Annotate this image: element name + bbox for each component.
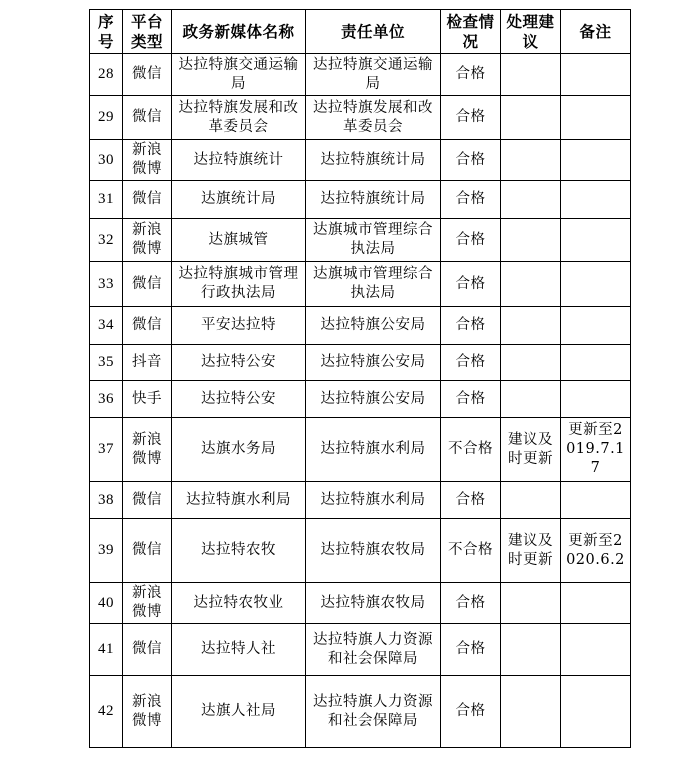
cell-seq: 40 bbox=[90, 583, 123, 624]
cell-unit: 达旗城市管理综合执法局 bbox=[306, 262, 441, 307]
cell-seq: 29 bbox=[90, 96, 123, 140]
cell-seq: 35 bbox=[90, 345, 123, 381]
cell-unit: 达拉特旗水利局 bbox=[306, 482, 441, 519]
cell-seq: 33 bbox=[90, 262, 123, 307]
cell-platform: 新浪微博 bbox=[123, 140, 172, 181]
cell-remark bbox=[561, 181, 631, 219]
cell-unit: 达拉特旗公安局 bbox=[306, 307, 441, 345]
cell-media-name: 达拉特公安 bbox=[172, 381, 306, 418]
cell-result: 合格 bbox=[441, 624, 501, 676]
cell-remark bbox=[561, 583, 631, 624]
table-row bbox=[90, 519, 631, 583]
cell-platform: 新浪微博 bbox=[123, 676, 172, 748]
cell-unit: 达拉特旗发展和改革委员会 bbox=[306, 96, 441, 140]
header-suggestion: 处理建议 bbox=[501, 10, 561, 54]
cell-suggestion bbox=[501, 219, 561, 262]
cell-result: 合格 bbox=[441, 262, 501, 307]
cell-media-name: 达旗水务局 bbox=[172, 418, 306, 482]
cell-platform: 微信 bbox=[123, 624, 172, 676]
table-row bbox=[90, 482, 631, 519]
cell-suggestion bbox=[501, 181, 561, 219]
cell-suggestion: 建议及时更新 bbox=[501, 519, 561, 583]
cell-suggestion bbox=[501, 676, 561, 748]
cell-remark bbox=[561, 624, 631, 676]
table-row bbox=[90, 181, 631, 219]
cell-suggestion bbox=[501, 345, 561, 381]
cell-media-name: 达旗统计局 bbox=[172, 181, 306, 219]
cell-remark bbox=[561, 676, 631, 748]
cell-result: 合格 bbox=[441, 583, 501, 624]
cell-platform: 新浪微博 bbox=[123, 418, 172, 482]
cell-platform: 新浪微博 bbox=[123, 583, 172, 624]
cell-suggestion bbox=[501, 583, 561, 624]
cell-suggestion bbox=[501, 54, 561, 96]
cell-suggestion bbox=[501, 262, 561, 307]
cell-result: 合格 bbox=[441, 482, 501, 519]
cell-remark: 更新至2020.6.2 bbox=[561, 519, 631, 583]
cell-result: 合格 bbox=[441, 54, 501, 96]
cell-media-name: 平安达拉特 bbox=[172, 307, 306, 345]
header-result: 检查情况 bbox=[441, 10, 501, 54]
cell-unit: 达拉特旗农牧局 bbox=[306, 519, 441, 583]
cell-media-name: 达拉特农牧 bbox=[172, 519, 306, 583]
header-unit: 责任单位 bbox=[306, 10, 441, 54]
cell-platform: 新浪微博 bbox=[123, 219, 172, 262]
cell-remark bbox=[561, 140, 631, 181]
cell-platform: 抖音 bbox=[123, 345, 172, 381]
cell-platform: 微信 bbox=[123, 54, 172, 96]
table-row bbox=[90, 307, 631, 345]
cell-result: 合格 bbox=[441, 140, 501, 181]
cell-platform: 快手 bbox=[123, 381, 172, 418]
table-row bbox=[90, 583, 631, 624]
cell-media-name: 达拉特旗发展和改革委员会 bbox=[172, 96, 306, 140]
cell-media-name: 达拉特旗水利局 bbox=[172, 482, 306, 519]
cell-suggestion: 建议及时更新 bbox=[501, 418, 561, 482]
table-row bbox=[90, 418, 631, 482]
cell-seq: 37 bbox=[90, 418, 123, 482]
cell-seq: 28 bbox=[90, 54, 123, 96]
cell-platform: 微信 bbox=[123, 96, 172, 140]
cell-media-name: 达拉特人社 bbox=[172, 624, 306, 676]
cell-platform: 微信 bbox=[123, 262, 172, 307]
table-row bbox=[90, 345, 631, 381]
cell-media-name: 达拉特公安 bbox=[172, 345, 306, 381]
cell-result: 合格 bbox=[441, 676, 501, 748]
table-row bbox=[90, 624, 631, 676]
cell-seq: 36 bbox=[90, 381, 123, 418]
cell-seq: 34 bbox=[90, 307, 123, 345]
cell-unit: 达拉特旗交通运输局 bbox=[306, 54, 441, 96]
cell-seq: 38 bbox=[90, 482, 123, 519]
cell-unit: 达拉特旗水利局 bbox=[306, 418, 441, 482]
header-media-name: 政务新媒体名称 bbox=[172, 10, 306, 54]
cell-remark bbox=[561, 96, 631, 140]
cell-result: 不合格 bbox=[441, 418, 501, 482]
cell-remark bbox=[561, 345, 631, 381]
cell-result: 合格 bbox=[441, 181, 501, 219]
table-row bbox=[90, 262, 631, 307]
table-row bbox=[90, 140, 631, 181]
header-remark: 备注 bbox=[561, 10, 631, 54]
cell-result: 合格 bbox=[441, 345, 501, 381]
cell-platform: 微信 bbox=[123, 307, 172, 345]
cell-suggestion bbox=[501, 307, 561, 345]
cell-media-name: 达旗城管 bbox=[172, 219, 306, 262]
cell-suggestion bbox=[501, 624, 561, 676]
cell-remark: 更新至2019.7.17 bbox=[561, 418, 631, 482]
cell-result: 合格 bbox=[441, 219, 501, 262]
table-row bbox=[90, 96, 631, 140]
cell-suggestion bbox=[501, 482, 561, 519]
cell-platform: 微信 bbox=[123, 519, 172, 583]
cell-unit: 达旗城市管理综合执法局 bbox=[306, 219, 441, 262]
cell-media-name: 达旗人社局 bbox=[172, 676, 306, 748]
cell-remark bbox=[561, 381, 631, 418]
cell-platform: 微信 bbox=[123, 482, 172, 519]
cell-remark bbox=[561, 54, 631, 96]
cell-suggestion bbox=[501, 140, 561, 181]
header-seq: 序号 bbox=[90, 10, 123, 54]
cell-suggestion bbox=[501, 381, 561, 418]
header-row bbox=[90, 10, 631, 54]
cell-media-name: 达拉特农牧业 bbox=[172, 583, 306, 624]
cell-unit: 达拉特旗人力资源和社会保障局 bbox=[306, 624, 441, 676]
cell-media-name: 达拉特旗统计 bbox=[172, 140, 306, 181]
table-row bbox=[90, 676, 631, 748]
cell-remark bbox=[561, 307, 631, 345]
cell-remark bbox=[561, 262, 631, 307]
cell-result: 合格 bbox=[441, 307, 501, 345]
cell-seq: 31 bbox=[90, 181, 123, 219]
cell-unit: 达拉特旗统计局 bbox=[306, 181, 441, 219]
cell-seq: 42 bbox=[90, 676, 123, 748]
cell-media-name: 达拉特旗城市管理行政执法局 bbox=[172, 262, 306, 307]
cell-media-name: 达拉特旗交通运输局 bbox=[172, 54, 306, 96]
table-row bbox=[90, 54, 631, 96]
cell-seq: 30 bbox=[90, 140, 123, 181]
cell-unit: 达拉特旗统计局 bbox=[306, 140, 441, 181]
cell-result: 合格 bbox=[441, 96, 501, 140]
cell-seq: 39 bbox=[90, 519, 123, 583]
table-row bbox=[90, 219, 631, 262]
header-platform: 平台类型 bbox=[123, 10, 172, 54]
cell-result: 不合格 bbox=[441, 519, 501, 583]
cell-unit: 达拉特旗人力资源和社会保障局 bbox=[306, 676, 441, 748]
cell-seq: 41 bbox=[90, 624, 123, 676]
cell-unit: 达拉特旗公安局 bbox=[306, 381, 441, 418]
cell-unit: 达拉特旗公安局 bbox=[306, 345, 441, 381]
cell-seq: 32 bbox=[90, 219, 123, 262]
cell-platform: 微信 bbox=[123, 181, 172, 219]
cell-result: 合格 bbox=[441, 381, 501, 418]
cell-unit: 达拉特旗农牧局 bbox=[306, 583, 441, 624]
table-row bbox=[90, 381, 631, 418]
inspection-table bbox=[89, 9, 631, 748]
cell-remark bbox=[561, 219, 631, 262]
cell-remark bbox=[561, 482, 631, 519]
cell-suggestion bbox=[501, 96, 561, 140]
